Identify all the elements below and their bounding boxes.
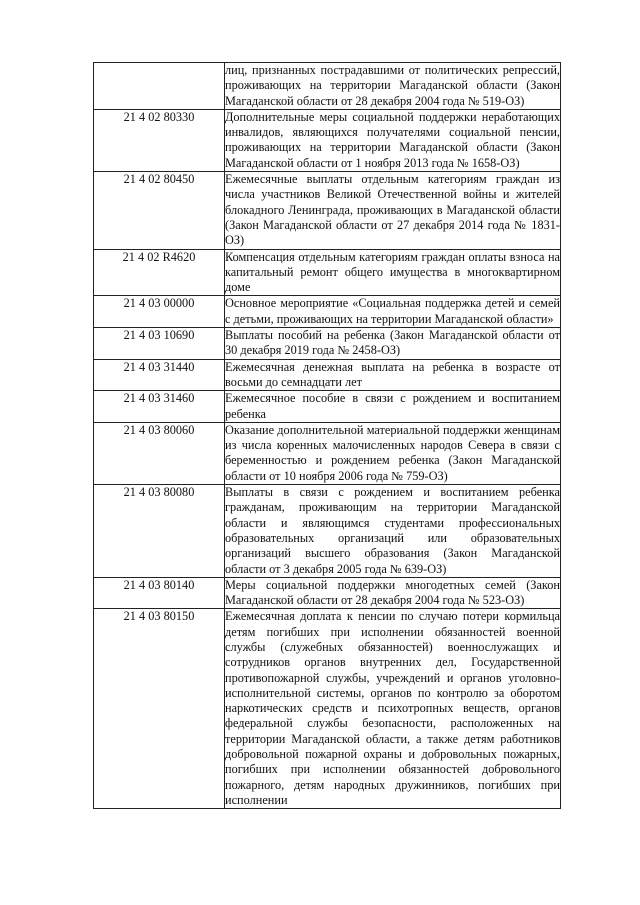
description-cell: Компенсация отдельным категориям граждан оплаты взноса на капитальный ремонт общего имущества в многоквартирном доме xyxy=(225,249,560,295)
code-cell: 21 4 03 80140 xyxy=(94,577,225,609)
table-row xyxy=(94,485,561,578)
code-cell: 21 4 02 80330 xyxy=(94,109,225,171)
description-cell: Ежемесячное пособие в связи с рождением и воспитанием ребенка xyxy=(225,391,560,421)
table-row xyxy=(94,359,561,391)
code-cell xyxy=(94,63,225,110)
description-cell: Меры социальной поддержки многодетных семей (Закон Магаданской области от 28 декабря 2004 года № 523-ОЗ) xyxy=(225,577,560,608)
description-cell: Выплаты в связи с рождением и воспитанием ребенка гражданам, проживающим на территории Магаданской области и являющимся студентами профессиональных образовательных организаций или образовательных организаций высшего образования (Закон Магаданской области от 3 декабря 2005 года № 639-ОЗ) xyxy=(225,485,560,576)
code-cell: 21 4 03 80060 xyxy=(94,422,225,484)
code-cell: 21 4 02 R4620 xyxy=(94,249,225,296)
code-cell: 21 4 03 80150 xyxy=(94,609,225,809)
table-row xyxy=(94,109,561,171)
description-cell: лиц, признанных пострадавшими от политических репрессий, проживающих на территории Магаданской области (Закон Магаданской области от 28 декабря 2004 года № 519-ОЗ) xyxy=(225,63,560,108)
table-row xyxy=(94,391,561,423)
code-cell: 21 4 03 31440 xyxy=(94,359,225,391)
table-row xyxy=(94,296,561,328)
description-cell: Дополнительные меры социальной поддержки неработающих инвалидов, являющихся получателями социальной пенсии, проживающих на территории Магаданской области (Закон Магаданской области от 1 ноября 2013 года № 1658-ОЗ) xyxy=(225,109,560,170)
description-cell: Ежемесячная доплата к пенсии по случаю потери кормильца детям погибших при исполнении обязанностей военной службы (служебных обязанностей) военнослужащих и сотрудников органов внутренних дел, Государственной противопожарной службы, учреждений и органов уголовно-исполнительной системы, органов по контролю за оборотом наркотических средств и психотропных веществ, органов федеральной службы безопасности, расположенных на территории Магаданской области, а также детям работников добровольной пожарной охраны и добровольных пожарных, погибших при исполнении обязанностей добровольного пожарного, детям народных дружинников, погибших при исполнении xyxy=(225,609,560,807)
table-row xyxy=(94,172,561,249)
description-cell: Основное мероприятие «Социальная поддержка детей и семей с детьми, проживающих на территории Магаданской области» xyxy=(225,296,560,326)
table-row xyxy=(94,328,561,360)
budget-classification-table xyxy=(93,62,561,809)
table-row xyxy=(94,249,561,296)
code-cell: 21 4 02 80450 xyxy=(94,172,225,249)
table-row xyxy=(94,609,561,809)
description-cell: Выплаты пособий на ребенка (Закон Магаданской области от 30 декабря 2019 года № 2458-ОЗ) xyxy=(225,328,560,358)
code-cell: 21 4 03 31460 xyxy=(94,391,225,423)
table-row xyxy=(94,63,561,110)
description-cell: Оказание дополнительной материальной поддержки женщинам из числа коренных малочисленных народов Севера в связи с беременностью и рождением ребенка (Закон Магаданской области от 10 ноября 2006 года № 759-ОЗ) xyxy=(225,422,560,483)
table-row xyxy=(94,577,561,609)
table-row xyxy=(94,422,561,484)
code-cell: 21 4 03 80080 xyxy=(94,485,225,578)
description-cell: Ежемесячные выплаты отдельным категориям граждан из числа участников Великой Отечественной войны и жителей блокадного Ленинграда, проживающих в Магаданской области (Закон Магаданской области от 27 декабря 2014 года № 1831-ОЗ) xyxy=(225,172,560,248)
description-cell: Ежемесячная денежная выплата на ребенка в возрасте от восьми до семнадцати лет xyxy=(225,359,560,389)
code-cell: 21 4 03 00000 xyxy=(94,296,225,328)
code-cell: 21 4 03 10690 xyxy=(94,328,225,360)
